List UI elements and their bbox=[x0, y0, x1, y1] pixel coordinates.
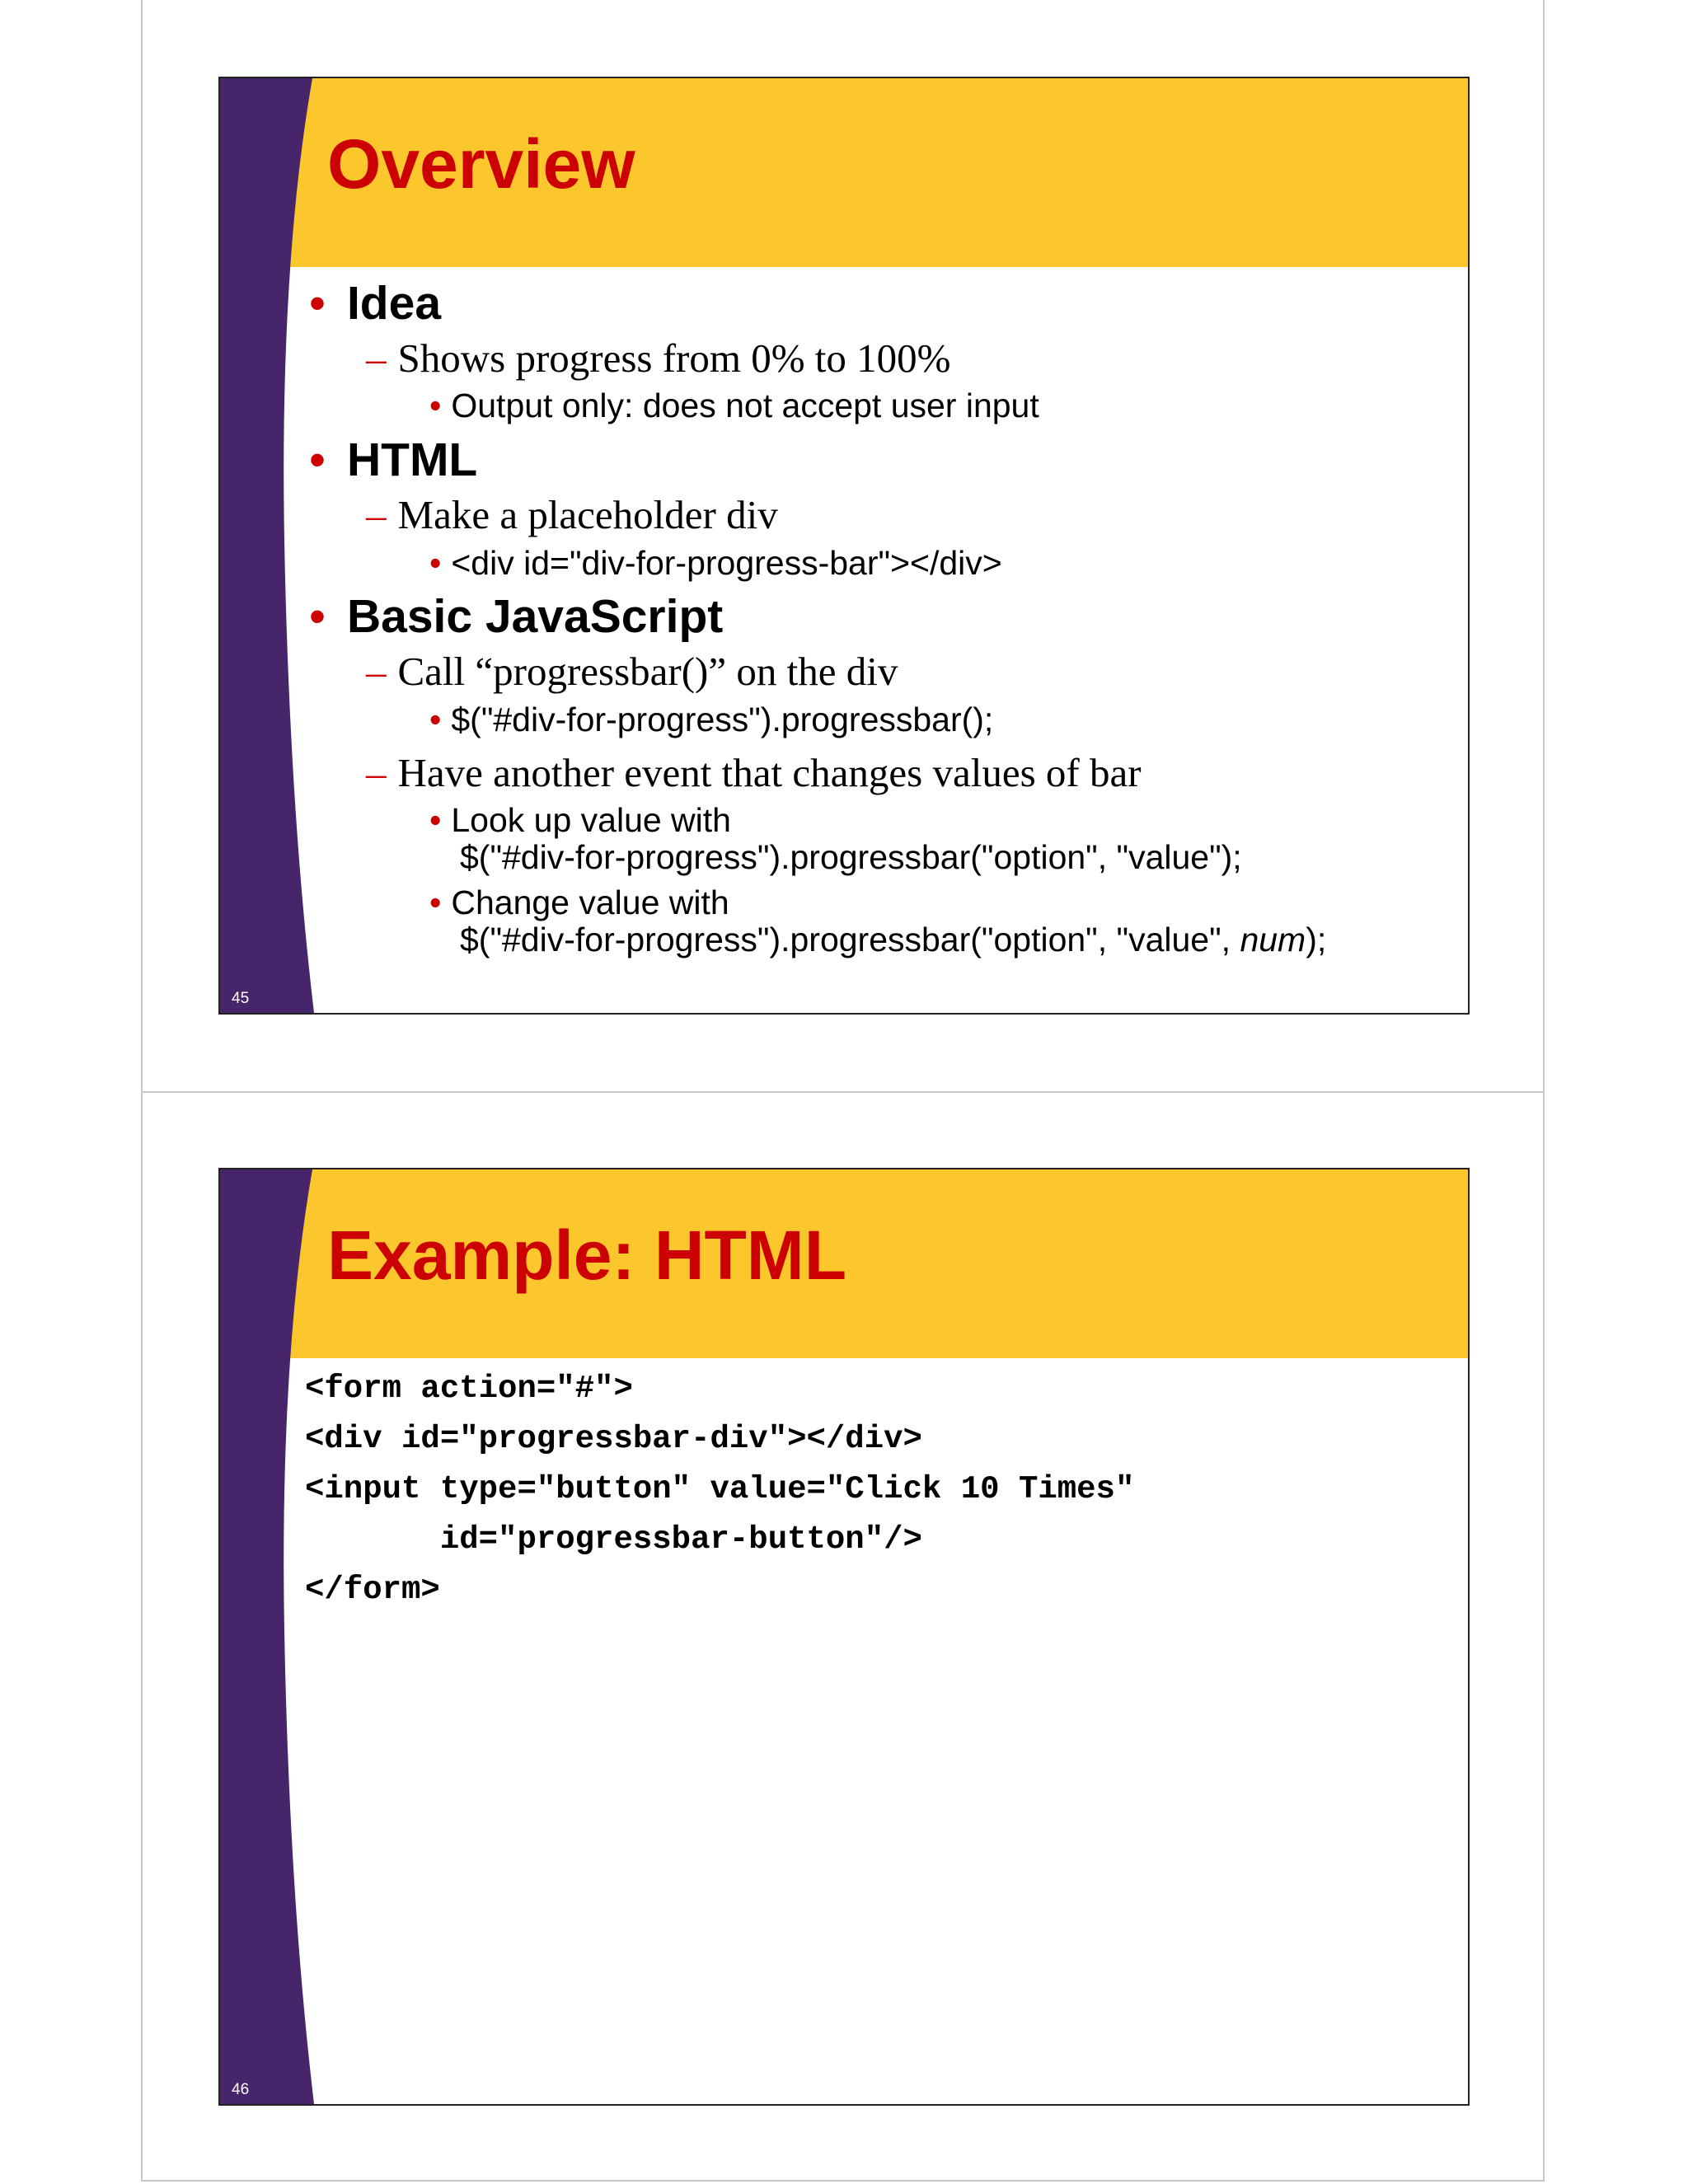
slide-45 bbox=[218, 77, 1470, 1015]
dash-icon: – bbox=[366, 750, 387, 795]
bullet-icon: • bbox=[429, 387, 442, 424]
slide-background bbox=[220, 1169, 1468, 2104]
dash-icon: – bbox=[366, 492, 387, 537]
bullet-icon: • bbox=[429, 701, 442, 738]
num-placeholder: num bbox=[1240, 921, 1306, 958]
subbullet-another-event: – Have another event that changes values of bar bbox=[366, 750, 1142, 795]
bullet-icon: • bbox=[429, 801, 442, 839]
code-look-up-value: $("#div-for-progress").progressbar("option", "value"); bbox=[460, 838, 1242, 876]
slide-46 bbox=[218, 1168, 1470, 2106]
slide-number: 46 bbox=[232, 2081, 250, 2098]
bullet-basic-javascript: • Basic JavaScript bbox=[309, 590, 724, 643]
bullet-icon: • bbox=[429, 544, 442, 582]
subbullet-call-progressbar: – Call “progressbar()” on the div bbox=[366, 649, 898, 694]
code-line: <div id="progressbar-div"></div> bbox=[305, 1421, 922, 1457]
code-line: id="progressbar-button"/> bbox=[305, 1521, 922, 1558]
code-change-value: $("#div-for-progress").progressbar("option", "value", num); bbox=[460, 921, 1327, 958]
bullet-icon: • bbox=[429, 883, 442, 921]
subsub-change-value: • Change value with bbox=[429, 883, 729, 921]
bullet-icon: • bbox=[309, 590, 326, 643]
code-line: <form action="#"> bbox=[305, 1371, 633, 1407]
bullet-idea: • Idea bbox=[309, 277, 442, 330]
subsub-div-markup: • <div id="div-for-progress-bar"></div> bbox=[429, 544, 1002, 582]
slide-title: Overview bbox=[327, 125, 635, 203]
subbullet-shows-progress: – Shows progress from 0% to 100% bbox=[366, 335, 951, 381]
bullet-icon: • bbox=[309, 277, 326, 330]
subbullet-placeholder-div: – Make a placeholder div bbox=[366, 492, 778, 537]
subsub-progressbar-call: • $("#div-for-progress").progressbar(); bbox=[429, 701, 994, 738]
dash-icon: – bbox=[366, 335, 387, 381]
subsub-output-only: • Output only: does not accept user input bbox=[429, 387, 1039, 424]
subsub-look-up-value: • Look up value with bbox=[429, 801, 731, 839]
dash-icon: – bbox=[366, 649, 387, 694]
slide-title: Example: HTML bbox=[327, 1216, 847, 1294]
page-divider bbox=[141, 1091, 1545, 1093]
code-line: </form> bbox=[305, 1572, 440, 1608]
slide-number: 45 bbox=[232, 990, 250, 1007]
code-line: <input type="button" value="Click 10 Times" bbox=[305, 1471, 1135, 1507]
bullet-icon: • bbox=[309, 434, 326, 486]
bullet-html: • HTML bbox=[309, 434, 478, 486]
